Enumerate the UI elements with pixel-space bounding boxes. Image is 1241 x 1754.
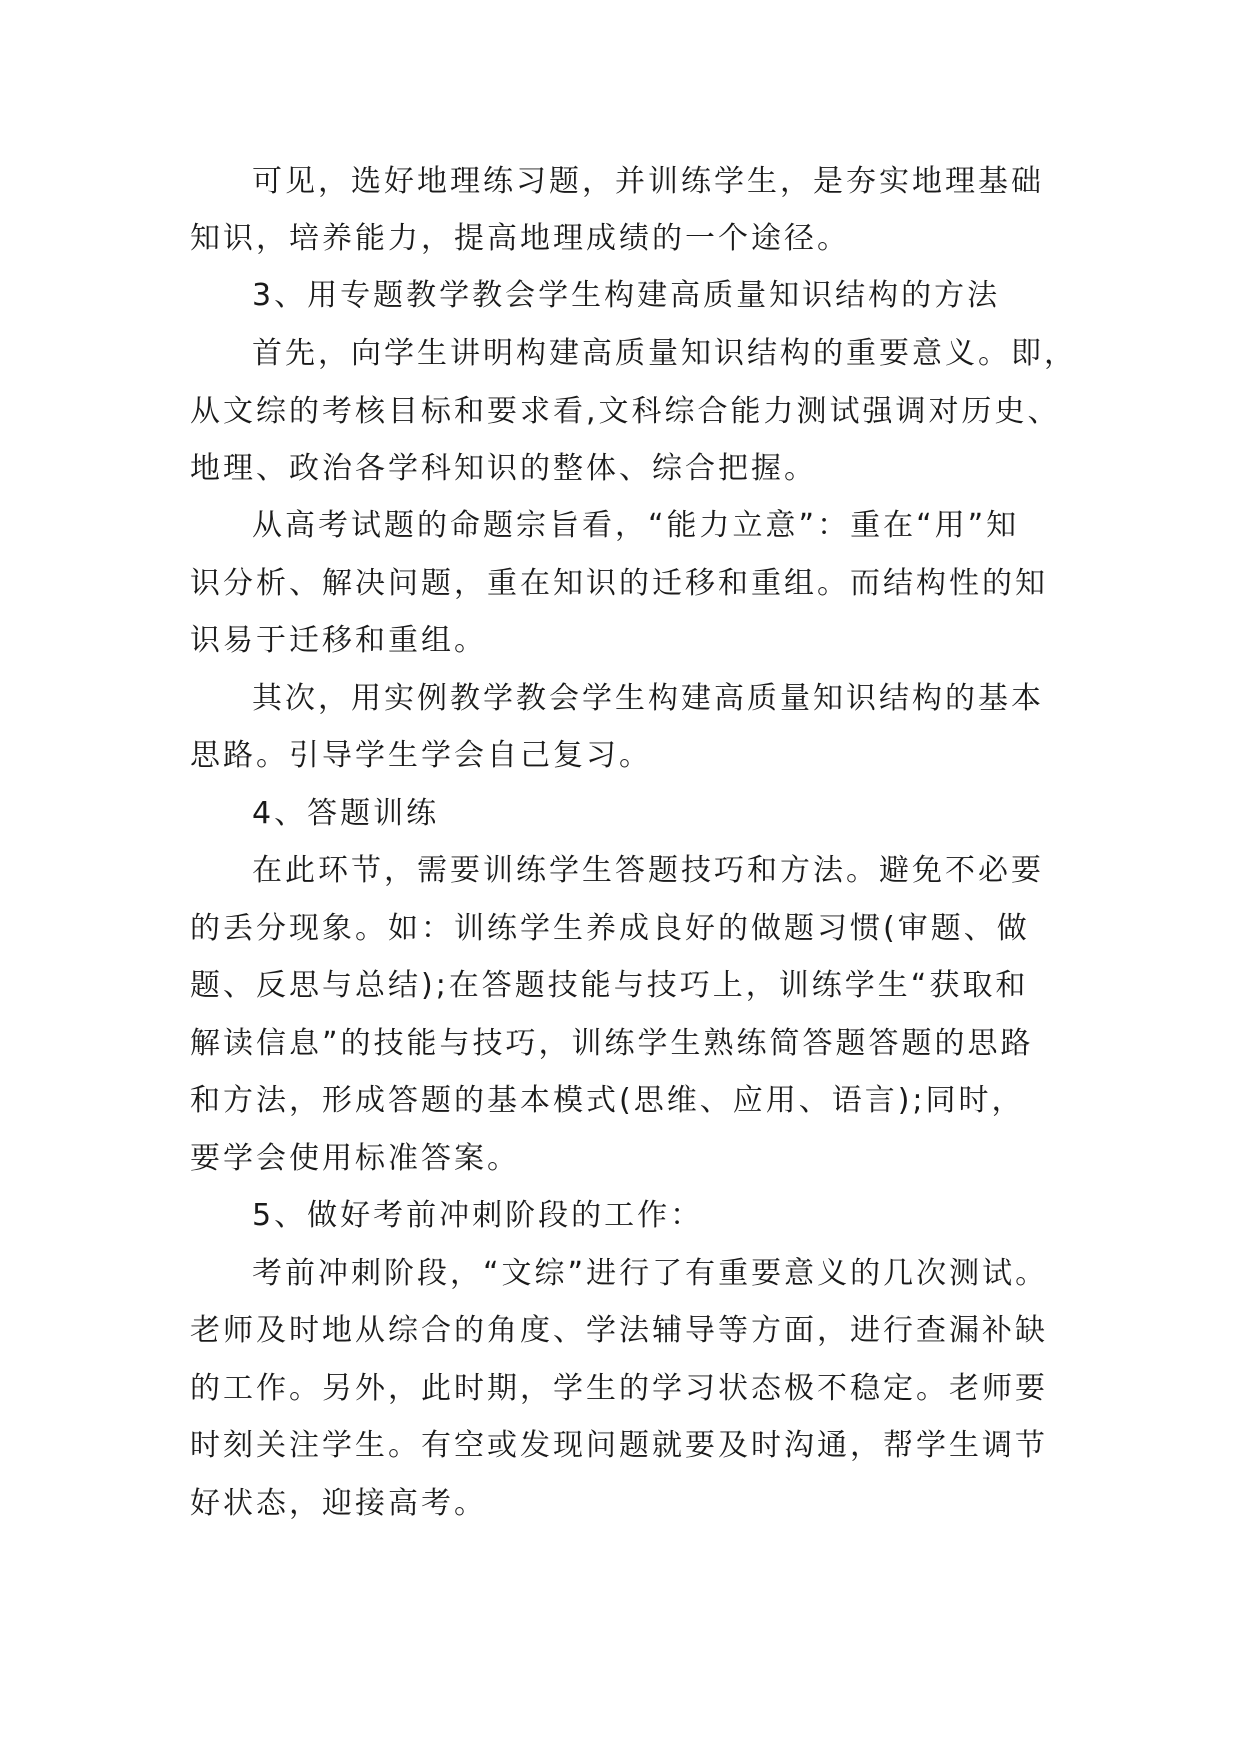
text-line: 地理、政治各学科知识的整体、综合把握。 [190,451,817,486]
text-line: 的工作。另外，此时期，学生的学习状态极不稳定。老师要 [190,1371,1048,1406]
text-line: 在此环节，需要训练学生答题技巧和方法。避免不必要 [252,853,1044,888]
text-line: 从高考试题的命题宗旨看，“能力立意”：重在“用”知 [252,508,1020,543]
text-line: 要学会使用标准答案。 [190,1141,520,1176]
text-line: 题、反思与总结);在答题技能与技巧上，训练学生“获取和 [190,968,1029,1003]
text-line: 首先，向学生讲明构建高质量知识结构的重要意义。即， [252,336,1077,371]
text-line: 考前冲刺阶段，“文综”进行了有重要意义的几次测试。 [252,1256,1049,1291]
text-line: 识分析、解决问题，重在知识的迁移和重组。而结构性的知 [190,566,1048,601]
text-line: 解读信息”的技能与技巧，训练学生熟练简答题答题的思路 [190,1026,1034,1061]
section-heading: 5、做好考前冲刺阶段的工作： [252,1198,704,1233]
text-line: 的丢分现象。如：训练学生养成良好的做题习惯(审题、做 [190,911,1030,946]
text-line: 从文综的考核目标和要求看,文科综合能力测试强调对历史、 [190,394,1061,429]
text-line: 识易于迁移和重组。 [190,623,487,658]
text-line: 老师及时地从综合的角度、学法辅导等方面，进行查漏补缺 [190,1313,1048,1348]
text-line: 好状态，迎接高考。 [190,1486,487,1521]
section-heading: 3、用专题教学教会学生构建高质量知识结构的方法 [252,278,1001,313]
text-line: 思路。引导学生学会自己复习。 [190,738,652,773]
text-line: 知识，培养能力，提高地理成绩的一个途径。 [190,221,850,256]
text-line: 和方法，形成答题的基本模式(思维、应用、语言);同时， [190,1083,1025,1118]
text-line: 其次，用实例教学教会学生构建高质量知识结构的基本 [252,681,1044,716]
text-line: 可见，选好地理练习题，并训练学生，是夯实地理基础 [252,164,1044,199]
section-heading: 4、答题训练 [252,796,440,831]
text-line: 时刻关注学生。有空或发现问题就要及时沟通，帮学生调节 [190,1428,1048,1463]
